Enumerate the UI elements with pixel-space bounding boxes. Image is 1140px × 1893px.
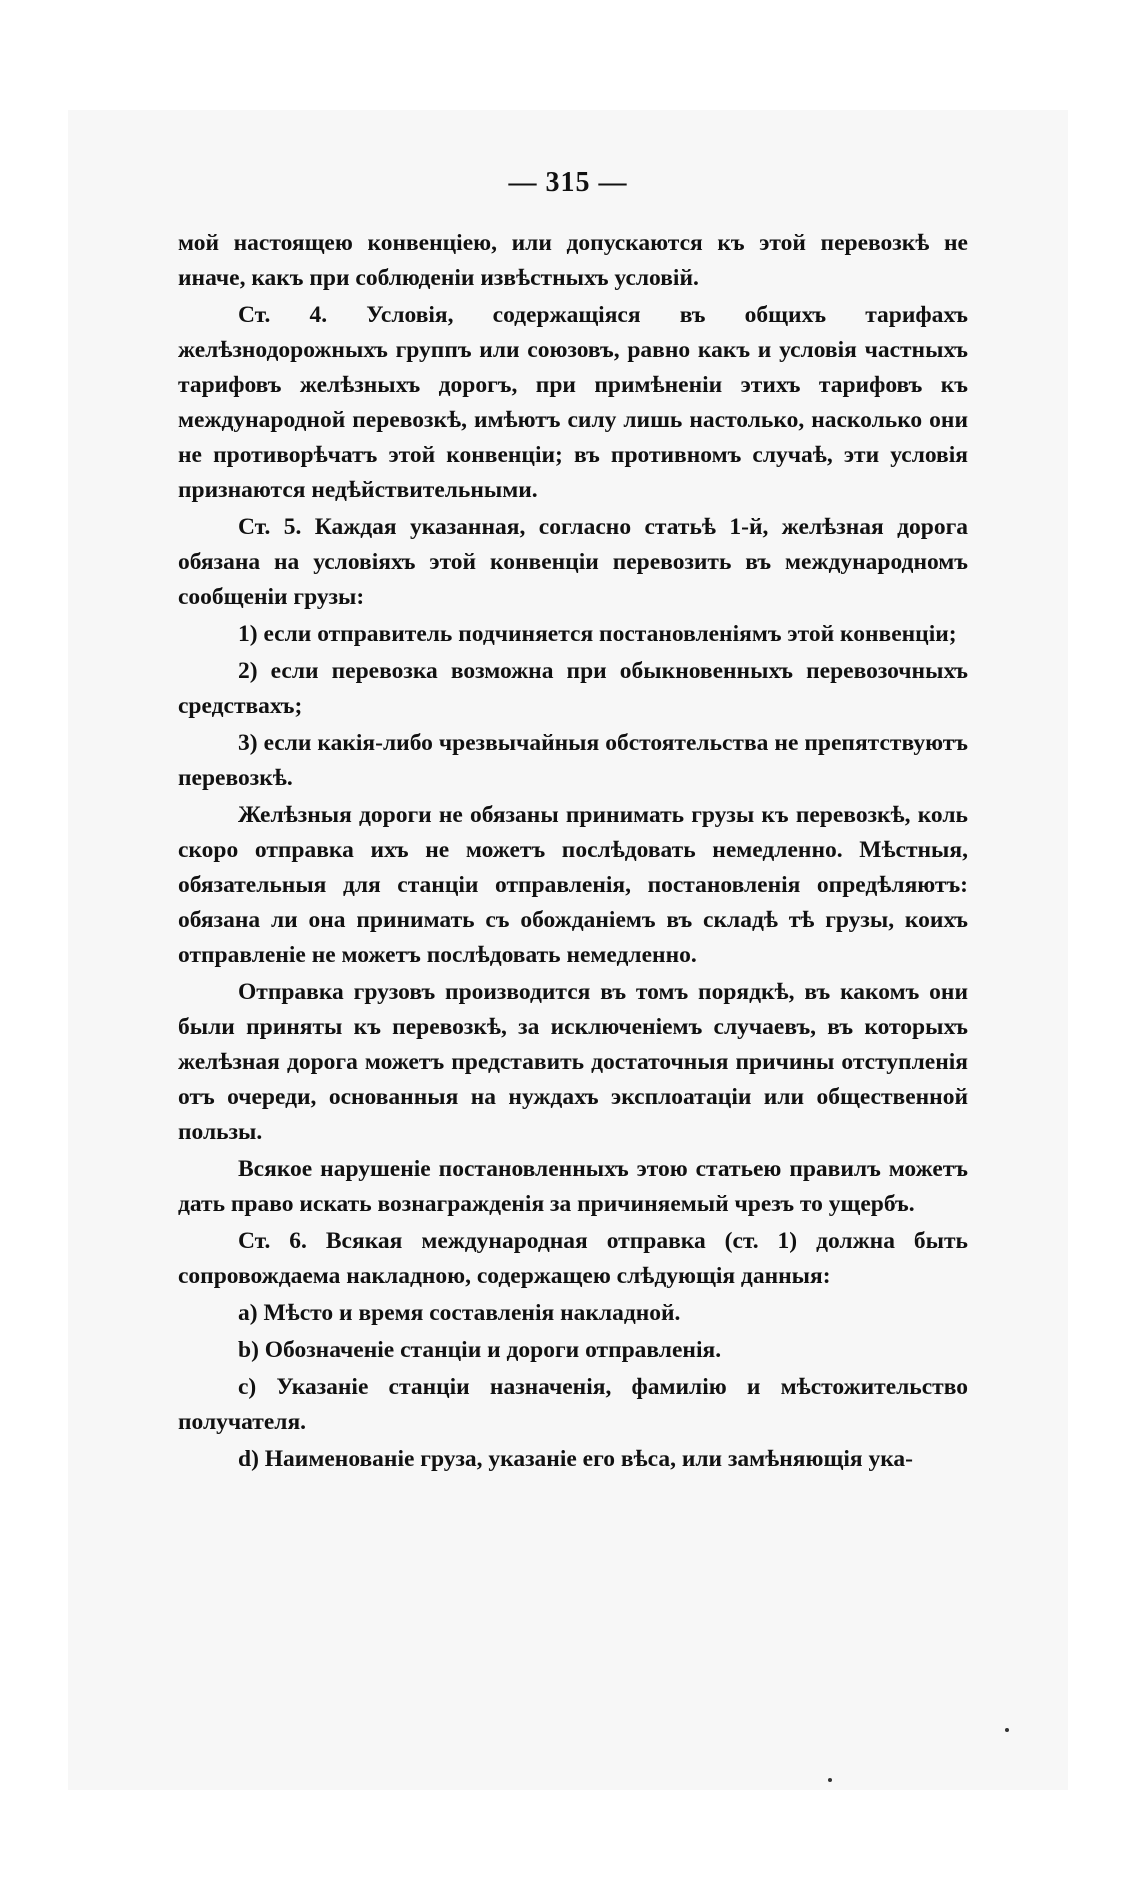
article-5-item-1: 1) если отправитель подчиняется постановленіямъ этой конвенціи; xyxy=(238,621,957,647)
paragraph-continuation: мой настоящею конвенціею, или допускаются къ этой перевозкѣ не иначе, какъ при соблюденіи извѣстныхъ условій. xyxy=(178,230,968,291)
document-page xyxy=(178,165,968,1479)
scan-speck xyxy=(1005,1728,1009,1732)
article-6-item-b: b) Обозначеніе станціи и дороги отправленія. xyxy=(238,1337,722,1363)
article-6-item-c: c) Указаніе станціи назначенія, фамилію и мѣстожительство получателя. xyxy=(178,1374,968,1435)
article-4: Ст. 4. Условія, содержащіяся въ общихъ тарифахъ желѣзнодорожныхъ группъ или союзовъ, равно какъ и условія частныхъ тарифовъ желѣзныхъ дорогъ, при примѣненіи этихъ тарифовъ къ международной перевозкѣ, имѣютъ силу лишь настолько, насколько они не противорѣчатъ этой конвенціи; въ противномъ случаѣ, эти условія признаются недѣйствительными. xyxy=(178,302,968,503)
article-5-paragraph-order: Отправка грузовъ производится въ томъ порядкѣ, въ какомъ они были приняты къ перевозкѣ, за исключеніемъ случаевъ, въ которыхъ желѣзная дорога можетъ представить достаточныя причины отступленія отъ очереди, основанныя на нуждахъ эксплоатаціи или общественной пользы. xyxy=(178,979,968,1145)
article-5-item-2: 2) если перевозка возможна при обыкновенныхъ перевозочныхъ средствахъ; xyxy=(178,658,968,719)
article-5: Ст. 5. Каждая указанная, согласно статьѣ 1-й, желѣзная дорога обязана на условіяхъ этой конвенціи перевозить въ международномъ сообщеніи грузы: xyxy=(178,514,968,610)
article-5-paragraph-railways: Желѣзныя дороги не обязаны принимать грузы къ перевозкѣ, коль скоро отправка ихъ не можетъ послѣдовать немедленно. Мѣстныя, обязательныя для станціи отправленія, постановленія опредѣляютъ: обязана ли она принимать съ обожданіемъ въ складѣ тѣ грузы, коихъ отправленіе не можетъ послѣдовать немедленно. xyxy=(178,802,968,968)
article-6-item-a: a) Мѣсто и время составленія накладной. xyxy=(238,1300,681,1326)
article-5-paragraph-violation: Всякое нарушеніе постановленныхъ этою статьею правилъ можетъ дать право искать вознагражденія за причиняемый чрезъ то ущербъ. xyxy=(178,1156,968,1217)
scan-speck xyxy=(828,1778,832,1782)
page-number: — 315 — xyxy=(508,167,628,198)
article-5-item-3: 3) если какія-либо чрезвычайныя обстоятельства не препятствуютъ перевозкѣ. xyxy=(178,730,968,791)
article-6: Ст. 6. Всякая международная отправка (ст. 1) должна быть сопровождаема накладною, содержащею слѣдующія данныя: xyxy=(178,1228,968,1289)
article-6-item-d: d) Наименованіе груза, указаніе его вѣса, или замѣняющія ука- xyxy=(238,1446,913,1472)
